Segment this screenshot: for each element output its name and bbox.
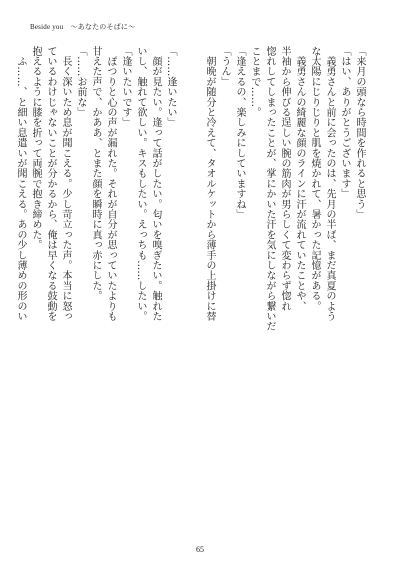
page-number: 65 [196,545,204,554]
text-line: 抱えるように膝を折って両腕で抱き締めた。 [30,46,41,250]
text-line: いし、触れて欲しい。キスもしたい。えっちも……したい。 [135,46,146,322]
text-line: 長く深いため息が聞こえる。少し苛立った声。本当に怒っ [60,46,71,322]
text-column-right [202,46,367,536]
text-line: な太陽にじりじりと肌を焼かれて、暑かった記憶がある。 [309,46,320,312]
text-line: ているわけじゃないことが分かるから、俺は早くなる鼓動を [45,46,56,322]
text-line: ぽつりと心の声が漏れた。それが自分が思っていたよりも [105,46,116,322]
text-line: 「はい、ありがとうございます」 [339,46,350,199]
text-line: 「来月の頭なら時間を作れると思う」 [354,46,365,220]
text-line: ふ……、と細い息遣いが聞こえる。あの少し薄めの形のい [15,46,26,322]
text-line: 「……お前な」 [75,46,86,118]
text-line: 甘えた声で、かああ、とまた顔を瞬時に真っ赤にした。 [90,46,101,301]
text-column-left [13,46,178,536]
text-line: 「うん」 [219,46,230,87]
text-line: 半袖から伸びる逞しい腕の筋肉が男らしくて変わらず惚れ [279,46,290,312]
text-line: 惚れしてしまったことが、掌にかいた汗を気にしながら繋いだ [264,46,275,332]
text-line: ことまで……。 [249,46,260,118]
running-header: Beside you ～あなたのそばに～ [30,23,136,31]
text-line: 「……逢いたい」 [165,46,176,128]
text-line: 義勇さんの綺麗な顔のラインに汗が流れていたことや、 [294,46,305,312]
text-line: 「逢えるの、楽しみにしていますね」 [234,46,245,220]
text-line: 義勇さんと前に会ったのは、先月の半ば、まだ真夏のよう [324,46,335,322]
text-line: 顔が見たい。逢って話がしたい。匂いを嗅ぎたい。触れた [150,46,161,322]
text-line: 「逢いたいです」 [120,46,131,128]
text-line: 朝晩が随分と冷えて、タオルケットから薄手の上掛けに替 [204,46,215,322]
